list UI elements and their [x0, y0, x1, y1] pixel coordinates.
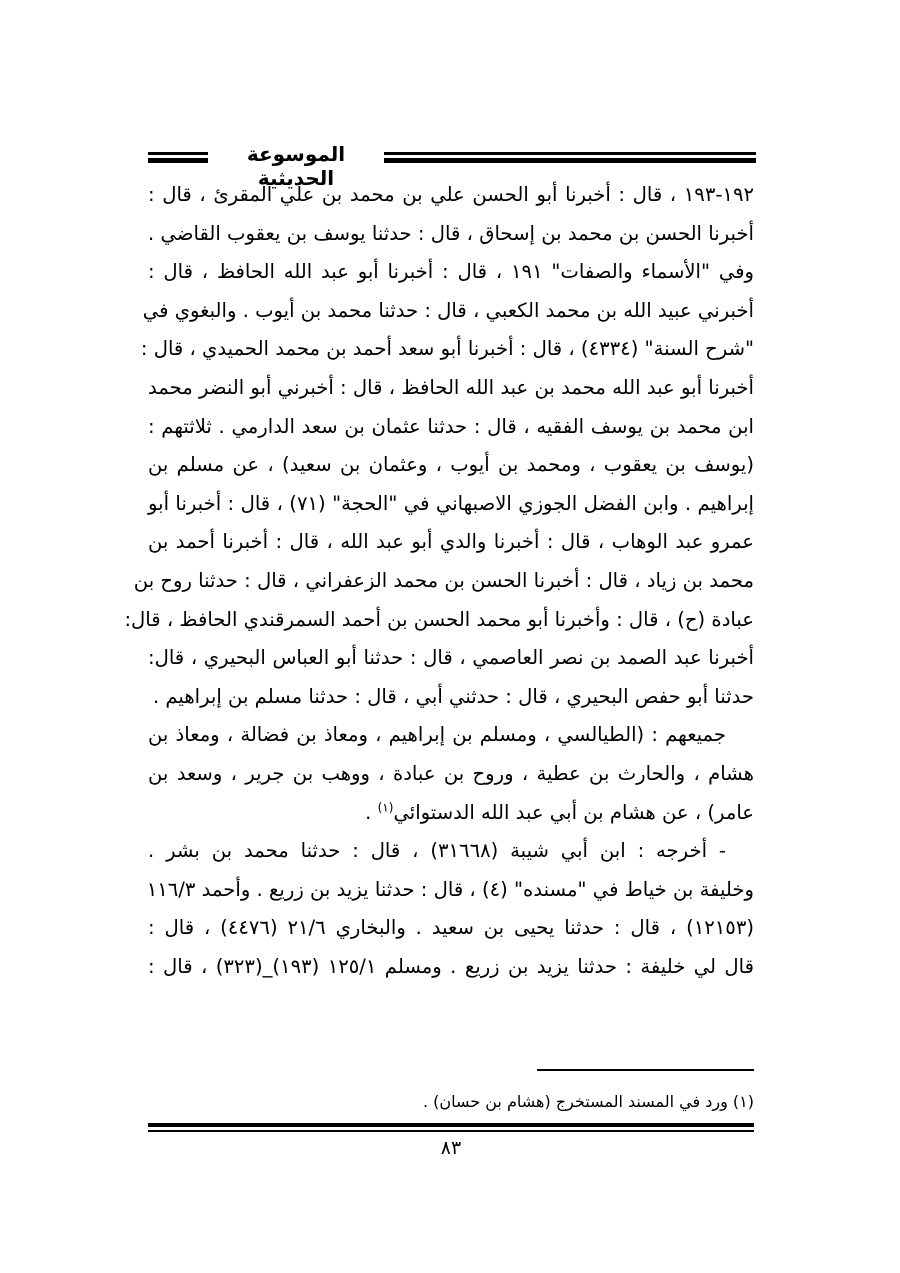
footnote-separator: [537, 1069, 754, 1071]
paragraph-3: [148, 832, 754, 986]
main-text: [124, 176, 755, 986]
text-line: قال لي خليفة : حدثنا يزيد بن زريع . ومسلم ١٢٥/١ (١٩٣)_(٣٢٣) ، قال :: [148, 954, 754, 978]
text-line: عمرو عبد الوهاب ، قال : أخبرنا والدي أبو عبد الله ، قال : أخبرنا أحمد بن: [148, 530, 754, 554]
text-line: إبراهيم . وابن الفضل الجوزي الاصبهاني في "الحجة" (٧١) ، قال : أخبرنا أبو: [148, 491, 754, 515]
header-rule-left: [148, 152, 208, 155]
text-line: أخبرنا عبد الصمد بن نصر العاصمي ، قال : حدثنا أبو العباس البحيري ، قال:: [148, 646, 754, 670]
header-rule-left-thick: [148, 158, 208, 163]
footer-rule-thick: [148, 1123, 754, 1127]
text-line: ابن محمد بن يوسف الفقيه ، قال : حدثنا عثمان بن سعد الدارمي . ثلاثتهم :: [148, 414, 754, 438]
text-line: أخبرنا أبو عبد الله محمد بن عبد الله الحافظ ، قال : أخبرني أبو النضر محمد: [148, 375, 754, 399]
text-line: (١٢١٥٣) ، قال : حدثنا يحيى بن سعيد . والبخاري ٢١/٦ (٤٤٧٦) ، قال :: [148, 916, 755, 940]
text-segment: .: [365, 800, 378, 824]
text-line: عبادة (ح) ، قال : وأخبرنا أبو محمد الحسن بن أحمد السمرقندي الحافظ ، قال:: [124, 607, 754, 631]
text-line: محمد بن زياد ، قال : أخبرنا الحسن بن محمد الزعفراني ، قال : حدثنا روح بن: [133, 568, 754, 592]
header-rule-right-thick: [384, 158, 756, 163]
text-line: وخليفة بن خياط في "مسنده" (٤) ، قال : حدثنا يزيد بن زريع . وأحمد ١١٦/٣: [146, 877, 754, 901]
header-title: الموسوعة الحديثية: [246, 142, 346, 190]
paragraph-1: [124, 176, 754, 716]
header-rule-right: [384, 152, 756, 155]
text-line: هشام ، والحارث بن عطية ، وروح بن عبادة ، ووهب بن جرير ، وسعد بن: [148, 761, 754, 785]
text-line: "شرح السنة" (٤٣٣٤) ، قال : أخبرنا أبو سعد أحمد بن محمد الحميدي ، قال :: [140, 337, 754, 361]
footnote-reference[interactable]: (١): [377, 799, 394, 814]
text-line: ١٩٢-١٩٣ ، قال : أخبرنا أبو الحسن علي بن محمد بن علي المقرئ ، قال :: [148, 183, 754, 206]
text-line: جميعهم : (الطيالسي ، ومسلم بن إبراهيم ، ومعاذ بن فضالة ، ومعاذ بن: [148, 723, 726, 747]
running-header: [148, 138, 756, 190]
text-segment: عامر) ، عن هشام بن أبي عبد الله الدستوائي: [393, 800, 754, 824]
text-line: - أخرجه : ابن أبي شيبة (٣١٦٦٨) ، قال : حدثنا محمد بن بشر .: [148, 839, 726, 863]
text-line: (يوسف بن يعقوب ، ومحمد بن أيوب ، وعثمان بن سعيد) ، عن مسلم بن: [148, 453, 754, 477]
text-line: حدثنا أبو حفص البحيري ، قال : حدثني أبي ، قال : حدثنا مسلم بن إبراهيم .: [152, 684, 754, 708]
text-line: أخبرنا الحسن بن محمد بن إسحاق ، قال : حدثنا يوسف بن يعقوب القاضي .: [148, 221, 754, 245]
paragraph-2: [148, 716, 754, 832]
text-line: أخبرني عبيد الله بن محمد الكعبي ، قال : حدثنا محمد بن أيوب . والبغوي في: [142, 298, 754, 322]
text-line: وفي "الأسماء والصفات" ١٩١ ، قال : أخبرنا أبو عبد الله الحافظ ، قال :: [148, 260, 754, 284]
footer-rule-thin: [148, 1130, 754, 1132]
text-line: [148, 794, 754, 833]
footnote: (١) ورد في المسند المستخرج (هشام بن حسان) .: [422, 1092, 754, 1111]
page-number: ٨٣: [440, 1137, 462, 1159]
